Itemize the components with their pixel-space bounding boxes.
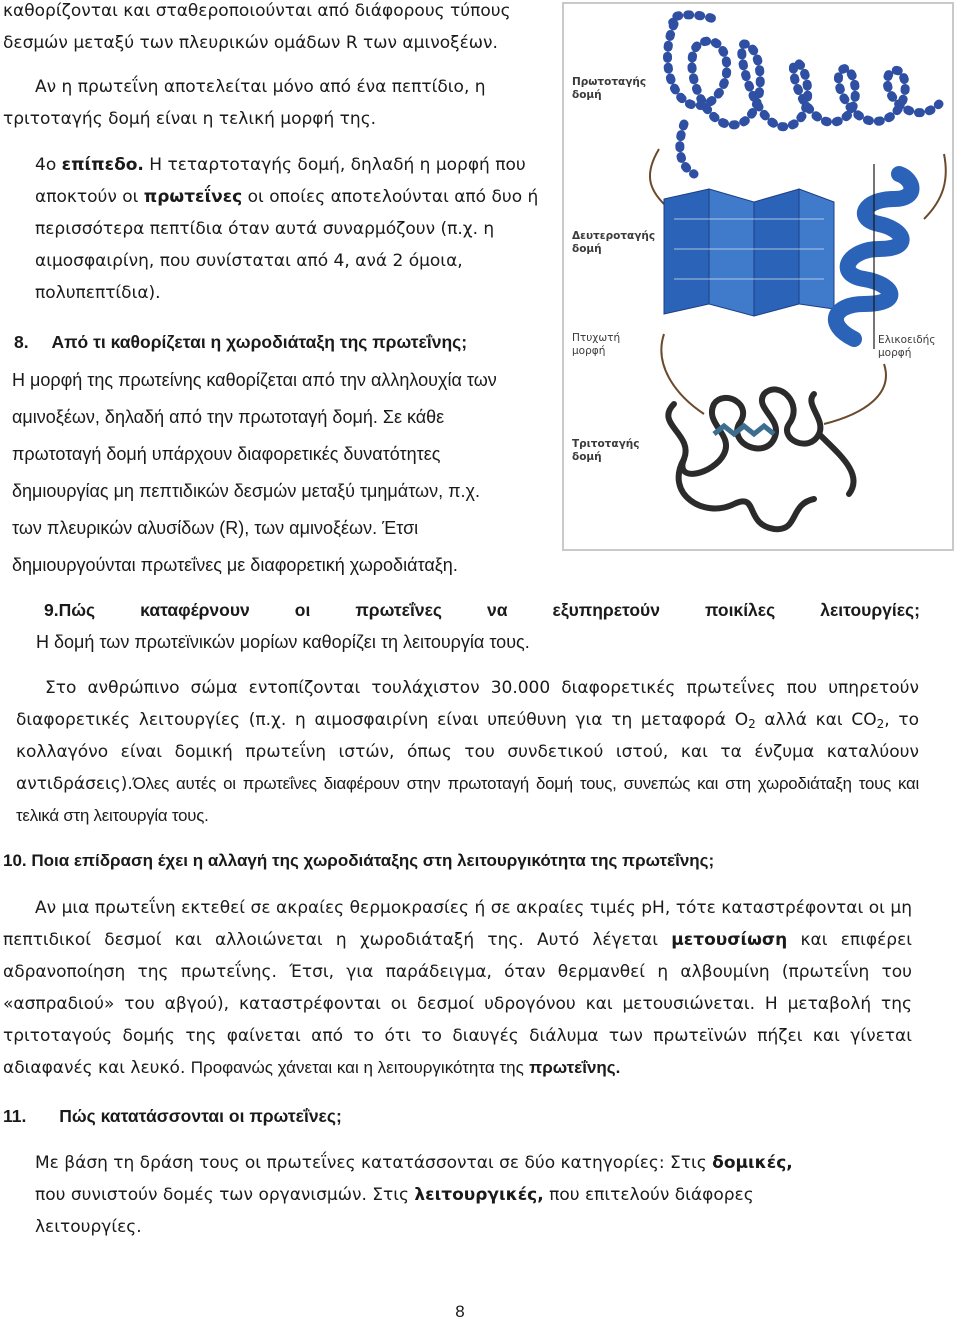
q10-heading: 10. Ποια επίδραση έχει η αλλαγή της χωροδιάταξης στη λειτουργικότητα της πρωτεΐνης; — [3, 851, 715, 870]
q8-line-5: των πλευρικών αλυσίδων (R), των αμινοξέων. Έτσι — [12, 518, 419, 538]
q10-text-3: Προφανώς χάνεται και η λειτουργικότητα της — [190, 1058, 524, 1077]
label-secondary-line-1: Δευτεροταγής — [572, 230, 656, 242]
label-helix-line-1: Ελικοειδής — [878, 334, 936, 346]
tertiary-paragraph — [3, 71, 543, 135]
tertiary-arrows — [661, 334, 886, 424]
level4-line-1 — [35, 149, 545, 181]
q9-paragraph — [16, 672, 919, 832]
q10-bold-denaturation: μετουσίωση — [671, 930, 788, 950]
q9-line-2: Η δομή των πρωτεϊνικών μορίων καθορίζει τη λειτουργία τους. — [36, 632, 530, 652]
q11-line-1 — [35, 1147, 915, 1179]
intro-line-2: δεσμών μεταξύ των πλευρικών ομάδων R των αμινοξέων. — [3, 33, 498, 53]
level4-text-2b: οι οποίες αποτελούνται από δυο ή — [247, 187, 539, 207]
label-primary — [572, 76, 646, 102]
level4-text-2-bold: πρωτεΐνες — [143, 187, 243, 207]
level4-line-5: πολυπεπτίδια). — [35, 283, 161, 303]
q11-bold-structural: δομικές, — [712, 1153, 793, 1173]
q10-paragraph — [3, 892, 912, 1084]
q8-line-3: πρωτοταγή δομή υπάρχουν διαφορετικές δυνατότητες — [12, 444, 441, 464]
label-secondary — [572, 230, 655, 256]
o2-subscript: 2 — [748, 717, 756, 731]
q11-text-2: που συνιστούν δομές των οργανισμών. Στις — [35, 1185, 409, 1205]
q11-number: 11. — [3, 1106, 27, 1126]
co2-subscript: 2 — [876, 717, 885, 731]
q9-para-part-3: , το κολλαγόνο είναι δομική πρωτεΐνη ιστών, όπως του συνδετικού ιστού, και τα ένζυμα καταλύουν αντιδράσεις). — [16, 710, 919, 794]
q9-word-6: εξυπηρετούν — [552, 600, 660, 620]
label-pleated-line-2: μορφή — [572, 345, 606, 357]
q8-title: Από τι καθορίζεται η χωροδιάταξη της πρωτεΐνης; — [51, 332, 468, 352]
q9-word-7: ποικίλες — [704, 600, 776, 620]
q11-text-3: που επιτελούν διάφορες — [549, 1185, 754, 1205]
q11-text-1: Με βάση τη δράση τους οι πρωτεΐνες κατατάσσονται σε δύο κατηγορίες: Στις — [35, 1153, 707, 1173]
q8-answer — [12, 362, 557, 584]
level4-text-1: Η τεταρτοταγής δομή, δηλαδή η μορφή που — [149, 155, 526, 175]
q11-bold-functional: λειτουργικές, — [414, 1185, 544, 1205]
pleated-sheet — [664, 189, 834, 316]
q9-word-1: 9.Πώς — [44, 600, 96, 620]
level4-text-2a: αποκτούν οι — [35, 187, 139, 207]
tertiary-line-2: τριτοταγής δομή είναι η τελική μορφή της. — [3, 109, 377, 129]
label-primary-line-1: Πρωτοταγής — [572, 76, 647, 88]
protein-structure-figure — [562, 2, 954, 551]
q9-word-5: να — [487, 600, 508, 620]
intro-paragraph — [3, 0, 543, 59]
level4-line-4: αιμοσφαιρίνη, που συνίσταται από 4, ανά 2 όμοια, — [35, 251, 463, 271]
q11-paragraph — [35, 1147, 915, 1243]
q11-line-3: λειτουργίες. — [35, 1217, 142, 1237]
q11-title: Πώς κατατάσσονται οι πρωτεΐνες; — [59, 1106, 342, 1126]
primary-structure-beads — [668, 15, 939, 174]
label-secondary-line-2: δομή — [572, 243, 602, 255]
tertiary-coil — [668, 389, 853, 529]
q11-line-2 — [35, 1179, 915, 1211]
q9-word-3: οι — [294, 600, 311, 620]
q9-word-2: καταφέρνουν — [140, 600, 250, 620]
q8-line-1: Η μορφή της πρωτείνης καθορίζεται από την αλληλουχία των — [12, 370, 497, 390]
q8-line-2: αμινοξέων, δηλαδή από την πρωτοταγή δομή. Σε κάθε — [12, 407, 445, 427]
q8-line-4: δημιουργίας μη πεπτιδικών δεσμών μεταξύ τμημάτων, π.χ. — [12, 481, 480, 501]
label-pleated-line-1: Πτυχωτή — [572, 332, 621, 344]
tertiary-line-1: Αν η πρωτεΐνη αποτελείται μόνο από ένα πεπτίδιο, η — [35, 77, 486, 97]
level4-label: 4ο — [35, 155, 57, 175]
q9-para-part-1: Στο ανθρώπινο σώμα εντοπίζονται τουλάχιστον 30.000 διαφορετικές πρωτεΐνες που υπηρετούν διαφορετικές λειτουργίες (π.χ. η αιμοσφαιρίνη είναι υπεύθυνη για τη μεταφορά O — [16, 678, 919, 730]
q9-word-8: λειτουργίες; — [820, 600, 920, 620]
level4-paragraph — [35, 149, 545, 309]
q8-heading — [14, 326, 544, 358]
q9-para-part-4: Όλες αυτές οι πρωτεΐνες διαφέρουν στην πρωτοταγή δομή τους, συνεπώς και στη χωροδιάταξη τους και τελικά στη λειτουργία τους. — [16, 774, 919, 825]
intro-line-1: καθορίζονται και σταθεροποιούνται από διάφορους τύπους — [3, 1, 511, 21]
page-number: 8 — [455, 1302, 465, 1321]
q11-heading — [3, 1100, 603, 1132]
q8-line-6: δημιουργούνται πρωτεΐνες με διαφορετική χωροδιάταξη. — [12, 555, 458, 575]
level4-bold: επίπεδο. — [61, 155, 144, 175]
label-pleated — [572, 332, 620, 358]
label-primary-line-2: δομή — [572, 89, 602, 101]
label-tertiary — [572, 438, 639, 464]
q9-word-4: πρωτεΐνες — [355, 600, 442, 620]
label-helix — [878, 334, 935, 360]
q9-para-part-2: αλλά και CO — [755, 710, 877, 730]
q10-text-1: Αν μια πρωτεΐνη εκτεθεί σε ακραίες θερμοκρασίες ή σε ακραίες τιμές pH, τότε καταστρέφονται οι μη πεπτιδικοί δεσμοί και αλλοιώνεται η χωροδιάταξή της. Αυτό λέγεται — [3, 898, 912, 950]
level4-line-3: περισσότερα πεπτίδια όταν αυτά συναρμόζουν (π.χ. η — [35, 219, 495, 239]
q8-number: 8. — [14, 332, 29, 352]
q9-heading — [44, 594, 920, 626]
label-tertiary-line-1: Τριτοταγής — [572, 438, 640, 450]
label-helix-line-2: μορφή — [878, 347, 912, 359]
q10-bold-protein: πρωτεΐνης. — [529, 1058, 621, 1077]
level4-line-2 — [35, 181, 545, 213]
q10-text-2: και επιφέρει αδρανοποίηση της πρωτεΐνης. Έτσι, για παράδειγμα, όταν θερμανθεί η αλβουμίνη (πρωτεΐνη του «ασπραδιού» του αβγού), καταστρέφονται οι δεσμοί υδρογόνου και μετουσιώνεται. Η μεταβολή της τριτοταγούς δομής της φαίνεται από το ότι το διαυγές διάλυμα των πρωτεϊνών πήζει και γίνεται αδιαφανές και λευκό. — [3, 930, 913, 1078]
label-tertiary-line-2: δομή — [572, 451, 602, 463]
